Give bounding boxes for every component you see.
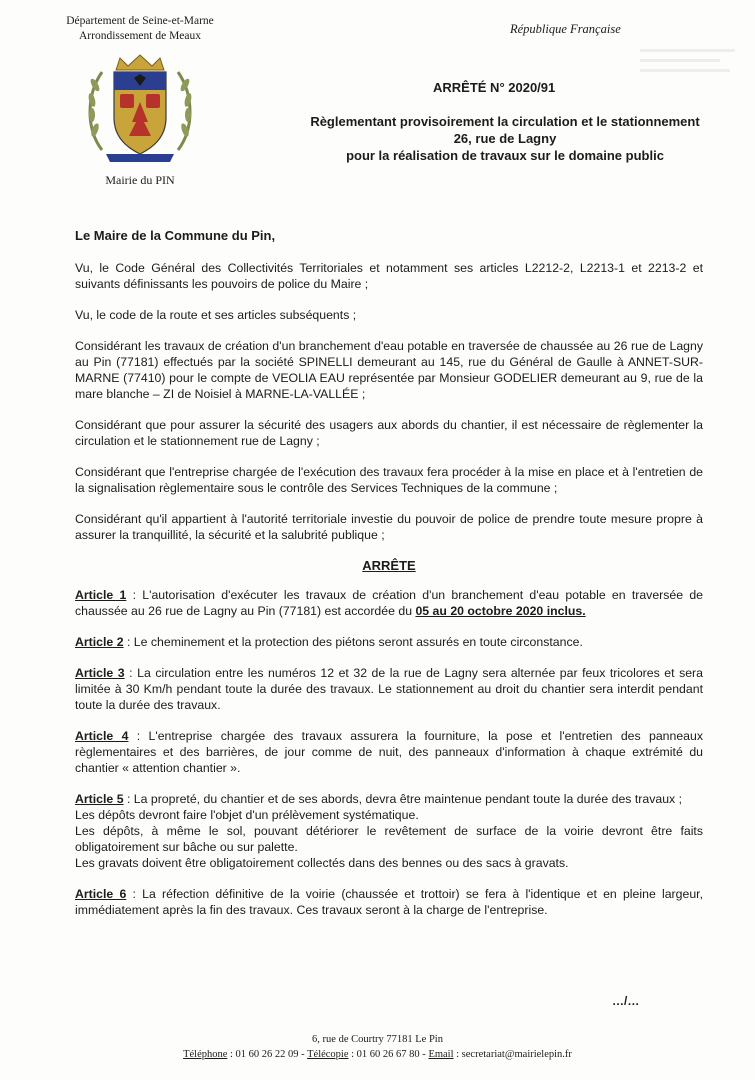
article-label: Article 6 xyxy=(75,887,127,901)
considerant-paragraph: Considérant qu'il appartient à l'autorité territoriale investie du pouvoir de police de prendre toute mesure propre à assurer la tranquillité, la sécurité et la salubrité publique ; xyxy=(75,512,703,542)
considerant-paragraph: Considérant que pour assurer la sécurité des usagers aux abords du chantier, il est nécessaire de règlementer la circulation et le stationnement rue de Lagny ; xyxy=(75,418,703,448)
email-label: Email xyxy=(428,1049,454,1060)
footer-address: 6, rue de Courtry 77181 Le Pin xyxy=(312,1034,443,1045)
article-1 xyxy=(75,587,703,619)
article-text: : La réfection définitive de la voirie (chaussée et trottoir) se fera à l'identique et en pleine largeur, immédiatement après la fin des travaux. Ces travaux seront à la charge de l'entreprise. xyxy=(75,887,703,917)
article-line: Les gravats doivent être obligatoirement collectés dans des bennes ou des sacs à gravats. xyxy=(75,856,569,870)
arrondissement-name: Arrondissement de Meaux xyxy=(79,30,201,42)
article-4 xyxy=(75,728,703,776)
article-2 xyxy=(75,634,703,650)
footer xyxy=(0,1032,755,1062)
subject-line-3: pour la réalisation de travaux sur le domaine public xyxy=(346,148,664,163)
considerant-paragraph: Vu, le Code Général des Collectivités Territoriales et notamment ses articles L2212-2, L2213-1 et 2213-2 et suivants définissants les pouvoirs de police du Maire ; xyxy=(75,261,703,291)
article-text: : Le cheminement et la protection des piétons seront assurés en toute circonstance. xyxy=(123,635,583,649)
article-5 xyxy=(75,791,703,871)
article-text: : La circulation entre les numéros 12 et 32 de la rue de Lagny sera alternée par feux tricolores et sera limitée à 30 Km/h pendant toute la durée des travaux. Le stationnement au droit du chantier sera interdit pendant toute la durée des travaux. xyxy=(75,666,703,712)
phone-number: : 01 60 26 22 09 - xyxy=(227,1049,308,1060)
subject-line-2: 26, rue de Lagny xyxy=(453,131,557,146)
article-text: : L'entreprise chargée des travaux assurera la fourniture, la pose et l'entretien des panneaux règlementaires et des barrières, de jour comme de nuit, des panneaux d'information à chaque extrémité du chantier « attention chantier ». xyxy=(75,729,704,775)
article-line: Les dépôts devront faire l'objet d'un prélèvement systématique. xyxy=(75,808,419,822)
footer-contacts xyxy=(0,1047,755,1062)
considerant-paragraph: Considérant les travaux de création d'un branchement d'eau potable en traversée de chaussée au 26 rue de Lagny au Pin (77181) effectués par la société SPINELLI demeurant au 145, rue du Général de Gaulle à ANNET-SUR-MARNE (77410) pour le compte de VEOLIA EAU représentée par Monsieur GODELIER demeurant au 9, rue de la mare blanche – ZI de Noisiel à MARNE-LA-VALLÉE ; xyxy=(75,339,703,401)
article-line: Les dépôts, à même le sol, pouvant détériorer le revêtement de surface de la voirie devront être faits obligatoirement sur bâche ou sur palette. xyxy=(75,824,703,854)
maire-heading: Le Maire de la Commune du Pin, xyxy=(75,228,276,243)
article-label: Article 5 xyxy=(75,792,124,806)
article-text: : L'autorisation d'exécuter les travaux de création d'un branchement d'eau potable en traversée de chaussée au 26 rue de Lagny au Pin (77181) est accordée du xyxy=(75,588,703,618)
considerant-paragraph: Considérant que l'entreprise chargée de l'exécution des travaux fera procéder à la mise en place et à l'entretien de la signalisation règlementaire sous le contrôle des Services Techniques de la commune ; xyxy=(75,465,703,495)
article-label: Article 4 xyxy=(75,729,129,743)
email-address: : secretariat@mairielepin.fr xyxy=(453,1049,572,1060)
arrete-heading: ARRÊTE xyxy=(362,558,416,573)
department-name: Département de Seine-et-Marne xyxy=(66,15,214,27)
letterhead xyxy=(40,14,240,188)
considerant-paragraph: Vu, le code de la route et ses articles subséquents ; xyxy=(75,308,357,322)
coat-of-arms-icon xyxy=(80,50,200,170)
decree-subject xyxy=(275,113,735,164)
continued-marker: …/… xyxy=(612,994,640,1008)
article-label: Article 3 xyxy=(75,666,125,680)
article-dates: 05 au 20 octobre 2020 inclus. xyxy=(415,604,586,618)
decree-number: ARRÊTÉ N° 2020/91 xyxy=(433,80,556,95)
bleed-through-text xyxy=(640,45,735,85)
fax-number: : 01 60 26 67 80 - xyxy=(348,1049,429,1060)
article-6 xyxy=(75,886,703,918)
republic-label: République Française xyxy=(510,22,621,36)
article-label: Article 2 xyxy=(75,635,124,649)
subject-line-1: Règlementant provisoirement la circulation et le stationnement xyxy=(310,114,700,129)
phone-label: Téléphone xyxy=(183,1049,228,1060)
mairie-label: Mairie du PIN xyxy=(105,173,175,187)
article-label: Article 1 xyxy=(75,588,127,602)
article-text: : La propreté, du chantier et de ses abords, devra être maintenue pendant toute la durée des travaux ; xyxy=(123,792,683,806)
article-3 xyxy=(75,665,703,713)
fax-label: Télécopie xyxy=(307,1049,349,1060)
decree-body xyxy=(75,228,703,933)
